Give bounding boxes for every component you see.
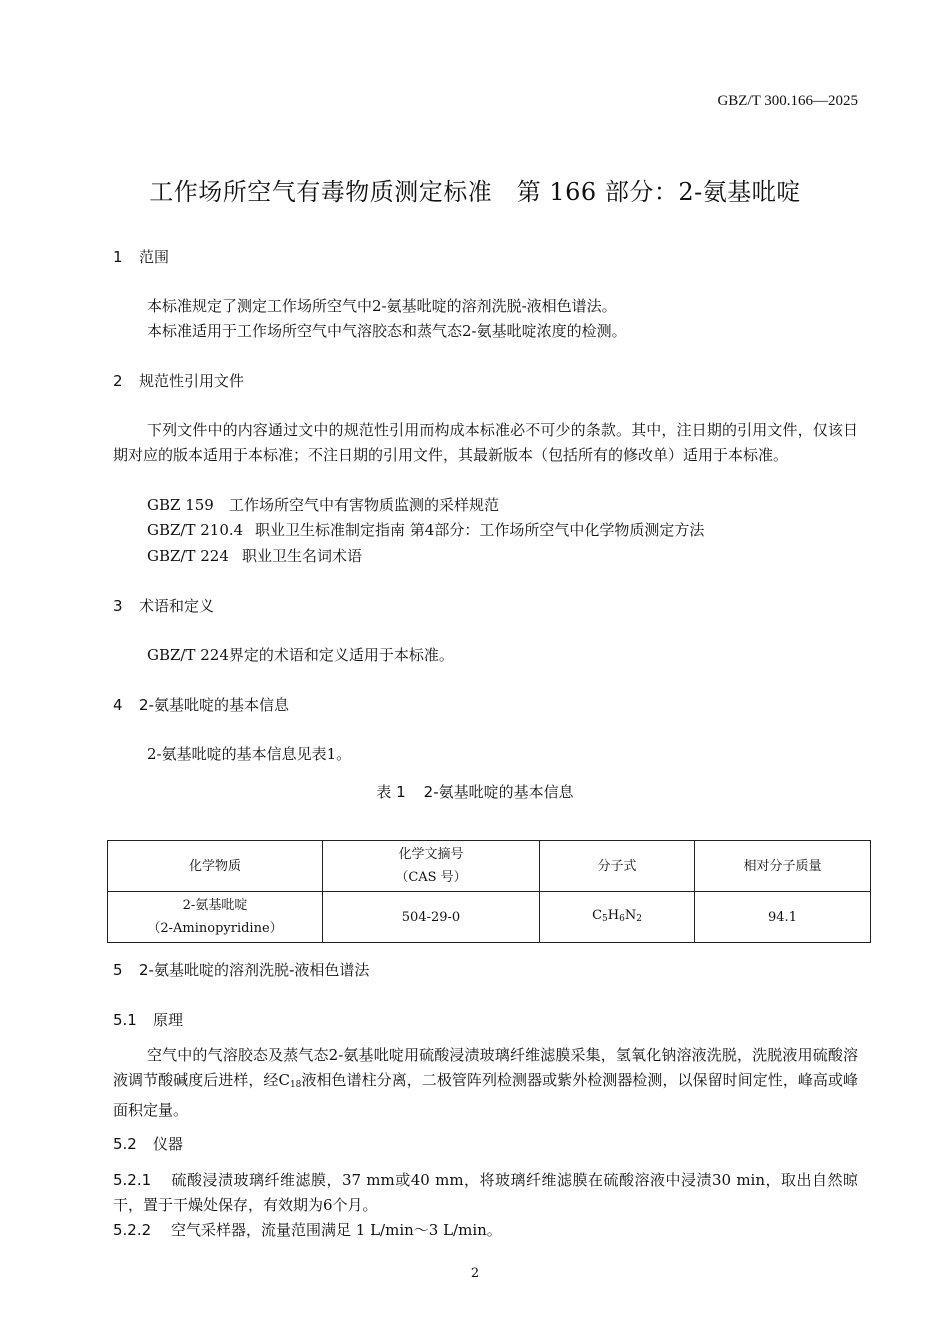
molecular-weight: 94.1 (695, 892, 871, 943)
reference-item (147, 519, 704, 540)
molecular-formula: $C_5H_6N_2$ (540, 892, 695, 943)
paragraph: 2-氨基吡啶的基本信息见表1。 (147, 745, 352, 763)
section-number: 5.1 (113, 1011, 137, 1029)
cas-number: 504-29-0 (323, 892, 540, 943)
reference-item (147, 494, 499, 515)
clause-number: 5.2.2 (113, 1221, 152, 1239)
clause-text: 空气采样器，流量范围满足 1 L/min～3 L/min。 (171, 1221, 502, 1239)
section-1-heading (113, 246, 169, 267)
table-caption (0, 781, 950, 802)
table-number: 表 1 (376, 783, 406, 801)
document-title: 工作场所空气有毒物质测定标准 第 166 部分：2-氨基吡啶 (149, 178, 801, 206)
reference-code: GBZ/T 224 (147, 547, 229, 565)
paragraph: 下列文件中的内容通过文中的规范性引用而构成本标准必不可少的条款。其中，注日期的引用文件，仅该日期对应的版本适用于本标准；不注日期的引用文件，其最新版本（包括所有的修改单）适用于本标准。 (113, 421, 858, 464)
section-5-heading (113, 959, 369, 980)
header-cell: 分子式 (540, 841, 695, 892)
reference-title: 工作场所空气中有害物质监测的采样规范 (229, 496, 500, 514)
section-title: 术语和定义 (139, 597, 215, 615)
section-title: 范围 (139, 248, 170, 266)
section-5-1-heading (113, 1009, 183, 1030)
paragraph: GBZ/T 224界定的术语和定义适用于本标准。 (147, 646, 454, 664)
header-cell-line: 化学文摘号 (398, 847, 464, 862)
header-cell (323, 841, 540, 892)
page-number: 2 (470, 1266, 480, 1281)
paragraph: 空气中的气溶胶态及蒸气态2-氨基吡啶用硫酸浸渍玻璃纤维滤膜采集，氢氧化钠溶液洗脱，洗脱液用硫酸溶液调节酸碱度后进样，经$C_{18}$液相色谱柱分离，二极管阵列检测器或紫外检测器检测，以保留时间定性，峰高或峰面积定量。 (113, 1046, 858, 1119)
reference-code: GBZ/T 210.4 (147, 521, 244, 539)
section-number: 4 (113, 696, 123, 714)
section-number: 2 (113, 372, 123, 390)
section-number: 1 (113, 248, 123, 266)
paragraph: 本标准规定了测定工作场所空气中2-氨基吡啶的溶剂洗脱-液相色谱法。 (147, 297, 617, 315)
reference-title: 职业卫生名词术语 (242, 547, 363, 565)
section-number: 3 (113, 597, 123, 615)
basic-info-table (107, 840, 871, 943)
table-title: 2-氨基吡啶的基本信息 (423, 783, 574, 801)
paragraph: 本标准适用于工作场所空气中气溶胶态和蒸气态2-氨基吡啶浓度的检测。 (147, 322, 627, 340)
header-cell-line: （CAS 号） (395, 870, 467, 885)
section-title: 规范性引用文件 (139, 372, 245, 390)
header-cell: 化学物质 (108, 841, 323, 892)
section-number: 5.2 (113, 1135, 137, 1153)
section-5-2-heading (113, 1133, 183, 1154)
reference-title: 职业卫生标准制定指南 第4部分：工作场所空气中化学物质测定方法 (255, 521, 705, 539)
section-3-heading (113, 595, 214, 616)
clause-text: 硫酸浸渍玻璃纤维滤膜，37 mm或40 mm，将玻璃纤维滤膜在硫酸溶液中浸渍30 min，取出自然晾干，置于干燥处保存，有效期为6个月。 (113, 1171, 858, 1214)
section-title: 2-氨基吡啶的溶剂洗脱-液相色谱法 (139, 961, 370, 979)
section-2-heading (113, 370, 244, 391)
section-4-heading (113, 694, 289, 715)
section-title: 仪器 (153, 1135, 184, 1153)
section-title: 2-氨基吡啶的基本信息 (139, 696, 289, 714)
section-number: 5 (113, 961, 123, 979)
clause-5-2-1 (113, 1168, 858, 1218)
chemical-name-en: （2-Aminopyridine） (147, 921, 283, 936)
section-title: 原理 (153, 1011, 184, 1029)
chemical-name: 2-氨基吡啶 (182, 898, 248, 913)
clause-5-2-2 (113, 1218, 858, 1243)
header-cell: 相对分子质量 (695, 841, 871, 892)
reference-code: GBZ 159 (147, 496, 214, 514)
clause-number: 5.2.1 (113, 1171, 152, 1189)
document-code: GBZ/T 300.166—2025 (717, 93, 858, 109)
table-header-row (108, 841, 871, 892)
table-row (108, 892, 871, 943)
reference-item (147, 545, 362, 566)
table-cell (108, 892, 323, 943)
